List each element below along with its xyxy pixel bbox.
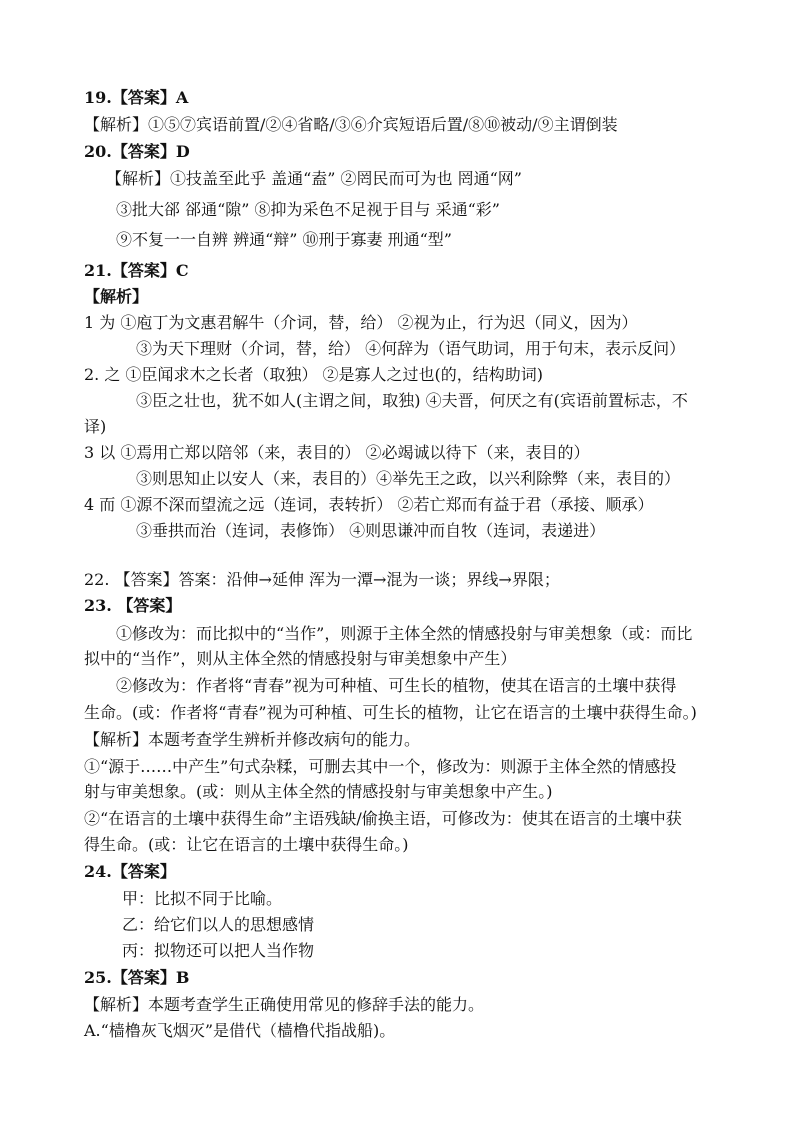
- q24-line-2: 乙：给它们以人的思想感情: [122, 915, 315, 934]
- q20-analysis-line-2: ③批大郤 郤通“隙” ⑧抑为采色不足视于目与 采通“彩”: [116, 200, 500, 219]
- q23-line-4: 生命。(或：作者将“青春”视为可种植、可生长的植物，让它在语言的土壤中获得生命。): [84, 703, 697, 722]
- q21-analysis-label: 【解析】: [84, 287, 149, 306]
- q21-line-1: 1 为 ①庖丁为文惠君解牛（介词，替，给） ②视为止，行为迟（同义，因为）: [84, 313, 638, 332]
- q23-line-8: ②“在语言的土壤中获得生命”主语残缺/偷换主语，可修改为：使其在语言的土壤中获: [84, 809, 682, 828]
- q23-line-1: ①修改为：而比拟中的“当作”，则源于主体全然的情感投射与审美想象（或：而比: [116, 624, 693, 643]
- q21-line-2: ③为天下理财（介词，替，给） ④何辞为（语气助词，用于句末，表示反问）: [136, 339, 686, 358]
- q22-answer: 22. 【答案】答案：沿伸→延伸 浑为一潭→混为一谈；界线→界限；: [84, 570, 560, 589]
- q21-line-5: 译): [84, 417, 107, 436]
- q21-line-9: ③垂拱而治（连词，表修饰） ④则思谦冲而自牧（连词，表递进）: [136, 521, 606, 540]
- q21-line-4: ③臣之壮也，犹不如人(主谓之间，取独) ④夫晋，何厌之有(宾语前置标志，不: [136, 391, 688, 410]
- q25-line-1: 【解析】本题考查学生正确使用常见的修辞手法的能力。: [84, 995, 485, 1014]
- q21-line-7: ③则思知止以安人（来，表目的）④举先王之政，以兴利除弊（来，表目的）: [136, 469, 681, 488]
- q19-answer: 19.【答案】A: [84, 88, 189, 107]
- q21-line-6: 3 以 ①焉用亡郑以陪邻（来，表目的） ②必竭诚以待下（来，表目的）: [84, 443, 590, 462]
- q20-analysis-line-1: 【解析】①技盖至此乎 盖通“盍” ②罔民而可为也 罔通“网”: [106, 169, 522, 188]
- q23-line-6: ①“源于……中产生”句式杂糅，可删去其中一个，修改为：则源于主体全然的情感投: [84, 757, 677, 776]
- q23-line-3: ②修改为：作者将“青春”视为可种植、可生长的植物，使其在语言的土壤中获得: [116, 676, 677, 695]
- q21-answer: 21.【答案】C: [84, 261, 189, 280]
- q23-line-7: 射与审美想象。(或：则从主体全然的情感投射与审美想象中产生。): [84, 782, 553, 801]
- q24-line-1: 甲：比拟不同于比喻。: [122, 889, 283, 908]
- q24-line-3: 丙：拟物还可以把人当作物: [122, 941, 315, 960]
- q20-analysis-line-3: ⑨不复一一自辨 辨通“辩” ⑩刑于寡妻 刑通“型”: [116, 230, 452, 249]
- q21-line-3: 2. 之 ①臣闻求木之长者（取独） ②是寡人之过也(的，结构助词): [84, 365, 544, 384]
- q23-line-9: 得生命。(或：让它在语言的土壤中获得生命。): [84, 835, 409, 854]
- q23-answer: 23. 【答案】: [84, 596, 182, 615]
- q19-analysis: 【解析】①⑤⑦宾语前置/②④省略/③⑥介宾短语后置/⑧⑩被动/⑨主谓倒装: [84, 115, 618, 134]
- q25-answer: 25.【答案】B: [84, 968, 190, 987]
- q25-line-2: A.“樯橹灰飞烟灭”是借代（樯橹代指战船)。: [84, 1021, 396, 1040]
- q23-line-2: 拟中的“当作”，则从主体全然的情感投射与审美想象中产生）: [84, 649, 517, 668]
- q21-line-8: 4 而 ①源不深而望流之远（连词，表转折） ②若亡郑而有益于君（承接、顺承）: [84, 495, 654, 514]
- q20-answer: 20.【答案】D: [84, 142, 190, 161]
- q23-line-5: 【解析】本题考查学生辨析并修改病句的能力。: [84, 730, 421, 749]
- q24-answer: 24.【答案】: [84, 862, 176, 881]
